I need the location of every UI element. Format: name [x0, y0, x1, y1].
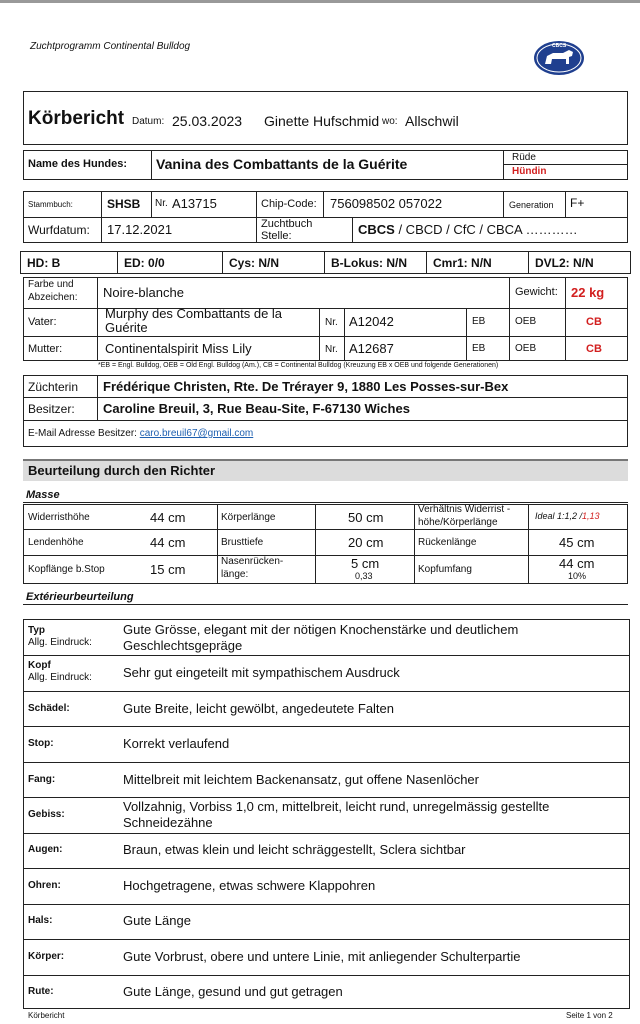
exterieur-row-text: Gute Breite, leicht gewölbt, angedeutete Falten [123, 700, 395, 716]
row-divider [24, 939, 629, 940]
mother-oeb: OEB [515, 343, 537, 354]
generation-label: Generation [509, 200, 554, 210]
exterieur-row-text: Gute Vorbrust, obere und untere Linie, mit anliegender Schulterpartie [123, 948, 521, 964]
mother-label: Mutter: [28, 343, 63, 355]
father-cb: CB [586, 316, 602, 328]
exterieur-row-label: Gebiss: [28, 809, 65, 820]
studbook-value: SHSB [107, 197, 141, 211]
exterieur-row-label: Typ [28, 625, 46, 636]
judging-title: Beurteilung durch den Richter [28, 463, 216, 478]
exterieur-row-sublabel: Allg. Eindruck: [28, 672, 92, 684]
nasen-value: 5 cm [351, 556, 380, 571]
weight-label: Gewicht: [515, 286, 558, 298]
exterieur-row-text: Gute Länge [123, 913, 191, 929]
exterieur-title: Extérieurbeurteilung [26, 591, 134, 603]
mother-nr: A12687 [349, 341, 394, 356]
father-line2: Guérite [105, 320, 148, 335]
zb-label1: Zuchtbuch [261, 218, 313, 230]
father-line1: Murphy des Combattants de la [105, 306, 283, 321]
exterieur-row-label: Fang: [28, 773, 56, 785]
owner-value: Caroline Breuil, 3, Rue Beau-Site, F-67130 Wiches [103, 401, 410, 416]
logo-text: CBCS [552, 43, 567, 49]
breed-footnote: *EB = Engl. Bulldog, OEB = Old Engl. Bulldog (Am.), CB = Continental Bulldog (Kreuzung EB x OEB und folgende Generationen) [98, 362, 499, 369]
exterieur-row-label: Augen: [28, 844, 63, 856]
breeder-label: Züchterin [28, 380, 79, 394]
sex-male: Rüde [512, 152, 536, 163]
owner-label: Besitzer: [28, 402, 75, 416]
owner-email-link[interactable]: caro.breuil67@gmail.com [139, 428, 254, 439]
father-label: Vater: [28, 316, 57, 328]
location-label: wo: [382, 116, 398, 127]
zb-bold: CBCS [358, 222, 395, 237]
health-ed: ED: 0/0 [124, 256, 165, 270]
exterieur-row-text: Gute Länge, gesund und gut getragen [123, 984, 343, 1000]
row-divider [24, 975, 629, 976]
color-label1: Farbe und [28, 279, 74, 290]
row-divider [24, 691, 629, 692]
top-edge [0, 0, 640, 3]
widerrist-value: 44 cm [150, 510, 186, 525]
ideal-label: Ideal 1:1,2 / [535, 511, 583, 521]
brust-value: 20 cm [348, 535, 384, 550]
nasen-label2: länge: [221, 569, 249, 580]
club-logo [533, 40, 585, 76]
nr-value: A13715 [172, 196, 217, 211]
zb-value [358, 222, 578, 237]
exterieur-row-label: Kopf [28, 660, 51, 672]
father-nr: A12042 [349, 314, 394, 329]
breeder-value: Frédérique Christen, Rte. De Trérayer 9, 1880 Les Posses-sur-Bex [103, 379, 509, 394]
mother-cb: CB [586, 343, 602, 355]
exterieur-row-label: Stop: [28, 738, 54, 750]
row-divider [24, 762, 629, 763]
exterieur-row-sublabel: Allg. Eindruck: [28, 637, 92, 648]
program-title: Zuchtprogramm Continental Bulldog [30, 41, 191, 52]
row-divider [24, 797, 629, 798]
health-blokus: B-Lokus: N/N [331, 256, 408, 270]
birth-label: Wurfdatum: [28, 223, 90, 237]
lenden-label: Lendenhöhe [28, 537, 84, 548]
exterieur-row-text: Mittelbreit mit leichtem Backenansatz, gut offene Nasenlöcher [123, 771, 479, 787]
weight-value: 22 kg [571, 285, 605, 300]
kopfumfang-sub: 10% [568, 571, 587, 581]
verh-label1: Verhältnis Widerrist - [418, 504, 511, 515]
verh-label2: höhe/Körperlänge [418, 517, 498, 528]
exterieur-row-label: Rute: [28, 986, 54, 998]
row-divider [24, 833, 629, 834]
dog-name: Vanina des Combattants de la Guérite [156, 156, 408, 172]
health-dvl2: DVL2: N/N [535, 256, 594, 270]
brust-label: Brusttiefe [221, 537, 264, 548]
ruecken-value: 45 cm [559, 535, 595, 550]
generation-value: F+ [570, 196, 585, 210]
kopfumfang-value: 44 cm [559, 556, 595, 571]
mother-eb: EB [472, 343, 486, 354]
color-value: Noire-blanche [103, 285, 184, 300]
exterieur-row-text: Korrekt verlaufend [123, 736, 230, 752]
nasen-sub: 0,33 [355, 571, 373, 581]
koerperlaenge-label: Körperlänge [221, 512, 276, 523]
exterieur-row-label: Ohren: [28, 879, 61, 891]
report-date: 25.03.2023 [172, 113, 243, 129]
kopf-label: Kopflänge b.Stop [28, 564, 105, 575]
dog-name-label: Name des Hundes: [28, 158, 128, 170]
exterieur-row-text: Sehr gut eingeteilt mit sympathischem Ausdruck [123, 665, 400, 681]
judge-name: Ginette Hufschmid [264, 113, 380, 129]
health-hd: HD: B [27, 256, 61, 270]
footer-right: Seite 1 von 2 [566, 1011, 613, 1020]
ratio-value [535, 511, 600, 521]
zb-label2: Stelle: [261, 230, 292, 242]
report-title: Körbericht [28, 108, 125, 129]
exterieur-row-text: Braun, etwas klein und leicht schräggestellt, Sclera sichtbar [123, 842, 466, 858]
ruecken-label: Rückenlänge [418, 537, 477, 548]
exterieur-row-text: Hochgetragene, etwas schwere Klappohren [123, 877, 376, 893]
exterieur-row-label: Körper: [28, 950, 65, 962]
father-oeb: OEB [515, 316, 537, 327]
date-label: Datum: [132, 116, 165, 127]
exterieur-row-text-cont: Geschlechtsgepräge [123, 638, 243, 653]
email-row [28, 428, 253, 439]
kopfumfang-label: Kopfumfang [418, 564, 472, 575]
exterieur-row-label: Schädel: [28, 702, 70, 714]
nasen-label1: Nasenrücken- [221, 556, 284, 567]
masse-title: Masse [26, 489, 60, 501]
studbook-label: Stammbuch: [28, 200, 73, 209]
nr-label: Nr. [155, 198, 168, 209]
kopf-value: 15 cm [150, 562, 186, 577]
chip-value: 756098502 057022 [330, 196, 443, 211]
exterieur-row-text: Vollzahnig, Vorbiss 1,0 cm, mittelbreit, leicht rund, unregelmässig gestellte [123, 799, 550, 815]
exterieur-row-text-cont: Schneidezähne [123, 815, 213, 831]
row-divider [24, 868, 629, 869]
row-divider [24, 904, 629, 905]
row-divider [24, 655, 629, 656]
lenden-value: 44 cm [150, 535, 186, 550]
health-cys: Cys: N/N [229, 256, 280, 270]
widerrist-label: Widerristhöhe [28, 512, 90, 523]
health-cmr1: Cmr1: N/N [433, 256, 492, 270]
chip-label: Chip-Code: [261, 198, 317, 210]
row-divider [24, 726, 629, 727]
exterieur-row-text: Gute Grösse, elegant mit der nötigen Knochenstärke und deutlichem [123, 622, 519, 637]
sex-female: Hündin [512, 166, 547, 177]
zb-rest: / CBCD / CfC / CBCA ………… [394, 222, 578, 237]
mother-nr-label: Nr. [325, 344, 338, 355]
footer-left: Körbericht [28, 1011, 65, 1020]
ideal-value: 1,13 [582, 511, 600, 521]
mother-name: Continentalspirit Miss Lily [105, 341, 252, 356]
email-label: E-Mail Adresse Besitzer: [28, 428, 137, 439]
exterieur-row-label: Hals: [28, 915, 53, 927]
koerperlaenge-value: 50 cm [348, 510, 384, 525]
father-nr-label: Nr. [325, 317, 338, 328]
color-label2: Abzeichen: [28, 292, 78, 303]
report-location: Allschwil [405, 113, 459, 129]
exterieur-table [23, 619, 630, 1009]
birth-value: 17.12.2021 [107, 222, 173, 237]
father-eb: EB [472, 316, 486, 327]
